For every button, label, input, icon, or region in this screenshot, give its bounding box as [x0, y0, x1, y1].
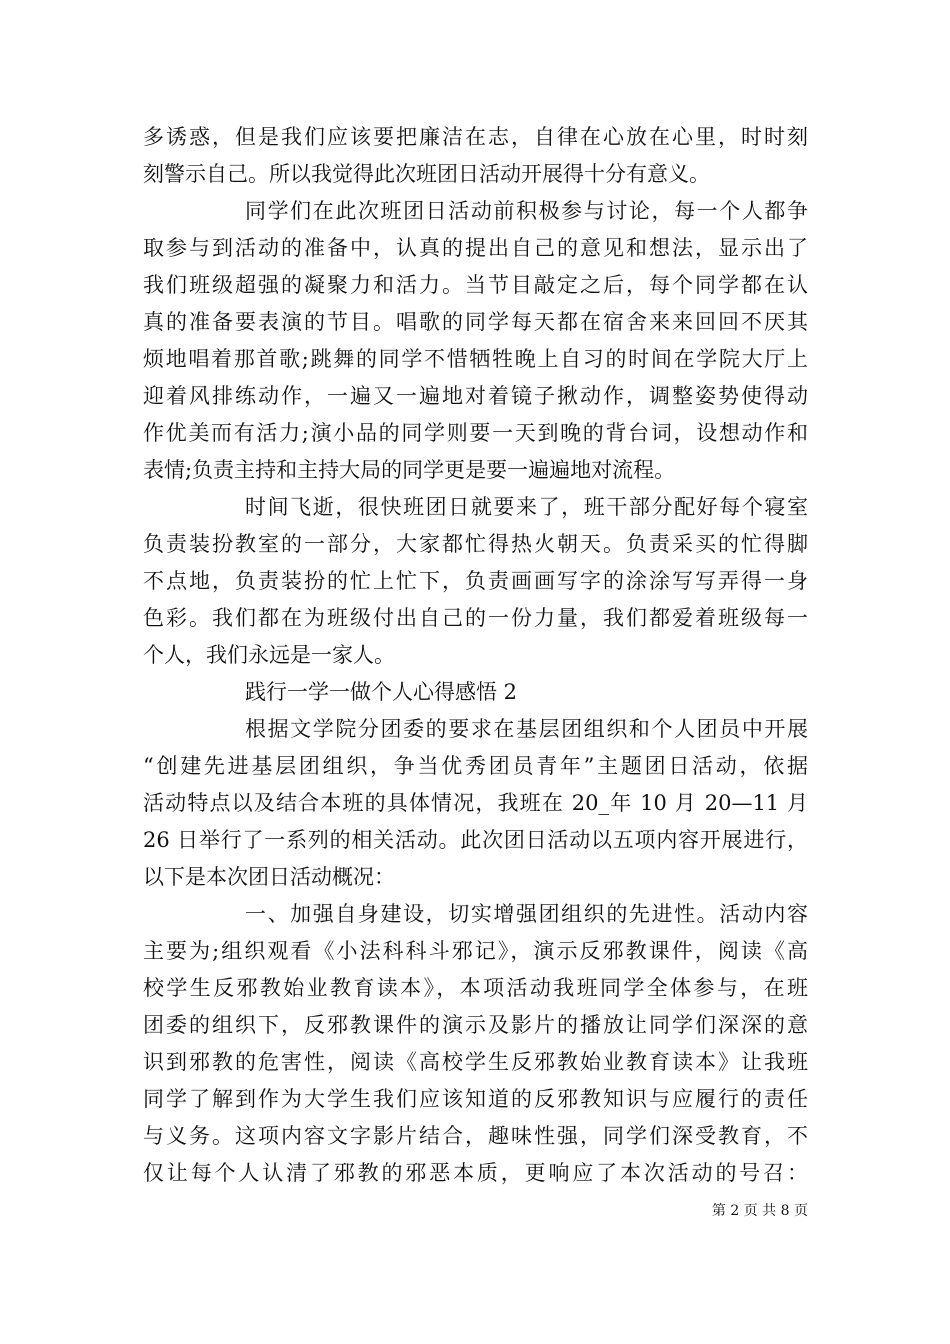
text-line: 刻警示自己。所以我觉得此次班团日活动开展得十分有意义。 [143, 162, 710, 186]
paragraph-preparation [143, 193, 808, 489]
text-line: 同学了解到作为大学生我们应该知道的反邪教知识与应履行的责任 [143, 1087, 808, 1111]
text-line: 主要为;组织观看《小法科科斗邪记》，演示反邪教课件，阅读《高 [143, 939, 808, 963]
text-line: 作优美而有活力;演小品的同学则要一天到晚的背台词，设想动作和 [143, 421, 808, 445]
text-line: 时间飞逝，很快班团日就要来了，班干部分配好每个寝室 [245, 495, 808, 519]
section-title: 践行一学一做个人心得感悟 2 [245, 680, 518, 704]
text-line: 表情;负责主持和主持大局的同学更是要一遍遍地对流程。 [143, 458, 676, 482]
text-line: 个人，我们永远是一家人。 [143, 643, 395, 667]
text-line: “创建先进基层团组织，争当优秀团员青年”主题团日活动，依据 [143, 754, 808, 778]
text-line: 26 日举行了一系列的相关活动。此次团日活动以五项内容开展进行， [143, 828, 808, 852]
text-line: 不点地，负责装扮的忙上忙下，负责画画写字的涂涂写写弄得一身 [143, 569, 808, 593]
text-line: 根据文学院分团委的要求在基层团组织和个人团员中开展 [245, 717, 808, 741]
text-line: 负责装扮教室的一部分，大家都忙得热火朝天。负责采买的忙得脚 [143, 532, 808, 556]
section-heading [143, 674, 808, 711]
text-line: 取参与到活动的准备中，认真的提出自己的意见和想法，显示出了 [143, 236, 808, 260]
paragraph-introduction [143, 711, 808, 896]
page-number-footer: 第 2 页 共 8 页 [711, 1203, 808, 1219]
paragraph-decoration [143, 489, 808, 674]
text-line: 色彩。我们都在为班级付出自己的一份力量，我们都爱着班级每一 [143, 606, 808, 630]
text-line: 烦地唱着那首歌;跳舞的同学不惜牺牲晚上自习的时间在学院大厅上 [143, 347, 808, 371]
text-line: 我们班级超强的凝聚力和活力。当节目敲定之后，每个同学都在认 [143, 273, 808, 297]
document-body [143, 119, 808, 1192]
text-line: 与义务。这项内容文字影片结合，趣味性强，同学们深受教育，不 [143, 1124, 808, 1148]
paragraph-continuation [143, 119, 808, 193]
text-line: 团委的组织下，反邪教课件的演示及影片的播放让同学们深深的意 [143, 1013, 808, 1037]
text-line: 迎着风排练动作，一遍又一遍地对着镜子揪动作，调整姿势使得动 [143, 384, 808, 408]
text-line: 一、加强自身建设，切实增强团组织的先进性。活动内容 [245, 902, 808, 926]
text-line: 校学生反邪教始业教育读本》，本项活动我班同学全体参与，在班 [143, 976, 808, 1000]
text-line: 同学们在此次班团日活动前积极参与讨论，每一个人都争 [245, 199, 808, 223]
text-line: 真的准备要表演的节目。唱歌的同学每天都在宿舍来来回回不厌其 [143, 310, 808, 334]
text-line: 活动特点以及结合本班的具体情况，我班在 20_年 10 月 20—11 月 [143, 791, 808, 815]
text-line: 多诱惑，但是我们应该要把廉洁在志，自律在心放在心里，时时刻 [143, 125, 808, 149]
text-line: 识到邪教的危害性，阅读《高校学生反邪教始业教育读本》让我班 [143, 1050, 808, 1074]
paragraph-item-one [143, 896, 808, 1192]
text-line: 仅让每个人认清了邪教的邪恶本质，更响应了本次活动的号召： [143, 1161, 808, 1185]
text-line: 以下是本次团日活动概况： [143, 865, 395, 889]
